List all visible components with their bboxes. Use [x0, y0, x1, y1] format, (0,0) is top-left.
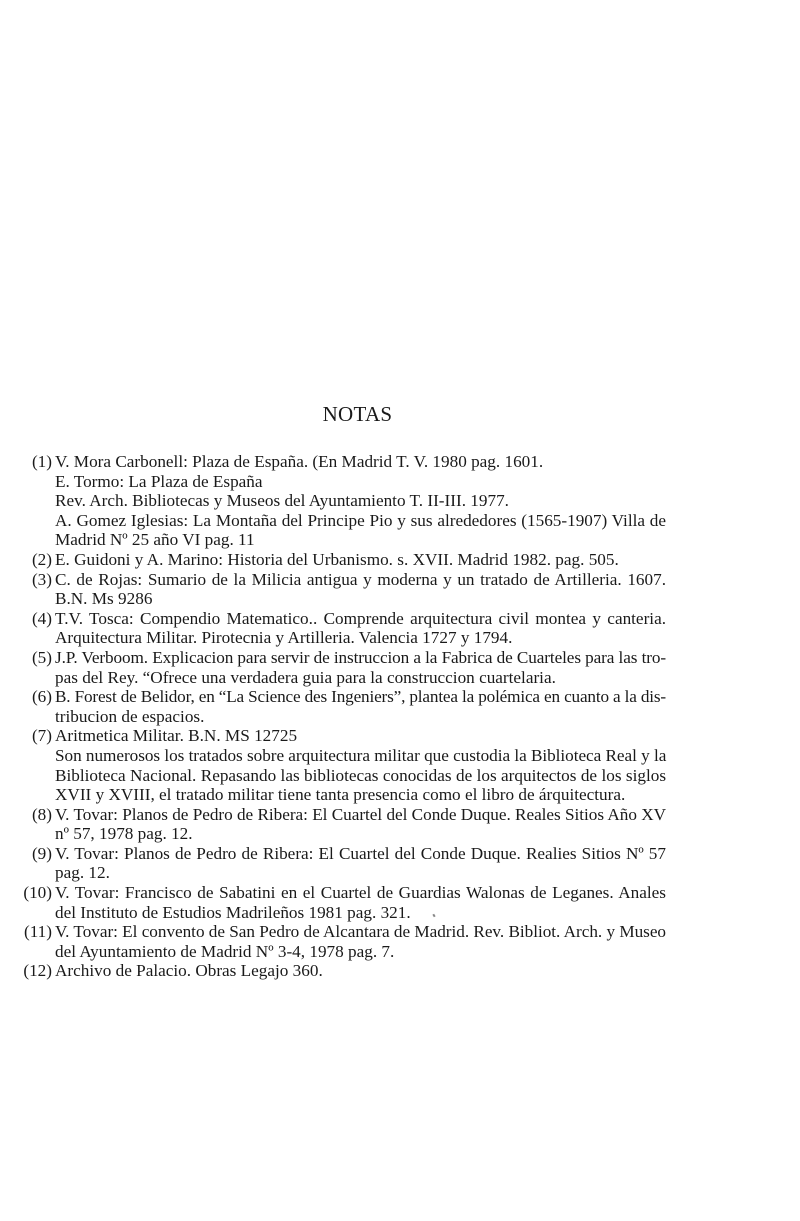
- note-line: V. Tovar: Francisco de Sabatini en el Cuartel de Guardias Walonas de Leganes. Anales: [55, 883, 666, 903]
- note-item: [14, 922, 666, 961]
- note-number: (5): [31, 647, 52, 667]
- note-line: V. Tovar: El convento de San Pedro de Alcantara de Madrid. Rev. Bibliot. Arch. y Museo: [55, 922, 666, 942]
- note-line: A. Gomez Iglesias: La Montaña del Principe Pio y sus alrededores (1565-1907) Villa de: [55, 510, 666, 530]
- note-item: [14, 452, 666, 550]
- note-item: [14, 570, 666, 609]
- note-line: Madrid Nº 25 año VI pag. 11: [55, 530, 255, 550]
- note-number: (9): [31, 843, 52, 863]
- note-item: [14, 550, 666, 570]
- note-item: [14, 648, 666, 687]
- note-line: T.V. Tosca: Compendio Matematico.. Comprende arquitectura civil montea y canteria.: [55, 608, 666, 628]
- note-item: [14, 726, 666, 804]
- note-number: (12): [23, 961, 52, 981]
- note-line: E. Guidoni y A. Marino: Historia del Urbanismo. s. XVII. Madrid 1982. pag. 505.: [55, 549, 619, 569]
- note-number: (6): [31, 687, 52, 707]
- note-line: nº 57, 1978 pag. 12.: [55, 824, 193, 844]
- note-item: [14, 805, 666, 844]
- note-number: (10): [23, 883, 52, 903]
- note-number: (7): [31, 726, 52, 746]
- note-line: V. Tovar: Planos de Pedro de Ribera: El Cuartel del Conde Duque. Realies Sitios Nº 57: [55, 843, 666, 863]
- note-item: [14, 687, 666, 726]
- note-line: C. de Rojas: Sumario de la Milicia antigua y moderna y un tratado de Artilleria. 1607.: [55, 569, 666, 589]
- note-line: del Instituto de Estudios Madrileños 1981 pag. 321.: [55, 902, 411, 922]
- note-line: B.N. Ms 9286: [55, 589, 153, 609]
- notes-list: [14, 452, 666, 981]
- note-line: Biblioteca Nacional. Repasando las bibliotecas conocidas de los arquitectos de los siglos: [55, 765, 667, 785]
- note-line: B. Forest de Belidor, en “La Science des Ingeniers”, plantea la polémica en cuanto a la dis-: [55, 687, 666, 707]
- note-line: E. Tormo: La Plaza de España: [55, 471, 263, 491]
- note-number: (3): [31, 569, 52, 589]
- note-line: Arquitectura Militar. Pirotecnia y Artilleria. Valencia 1727 y 1794.: [55, 628, 513, 648]
- note-line: V. Mora Carbonell: Plaza de España. (En Madrid T. V. 1980 pag. 1601.: [55, 452, 544, 471]
- note-number: (1): [31, 452, 52, 471]
- note-line: tribucion de espacios.: [55, 706, 205, 726]
- note-line: del Ayuntamiento de Madrid Nº 3-4, 1978 pag. 7.: [55, 941, 395, 961]
- note-item: [14, 844, 666, 883]
- note-line: XVII y XVIII, el tratado militar tiene tanta presencia como el libro de árquitectura.: [55, 785, 626, 805]
- note-line: Archivo de Palacio. Obras Legajo 360.: [55, 961, 323, 981]
- note-number: (8): [31, 804, 52, 824]
- note-line: pas del Rey. “Ofrece una verdadera guia para la construccion cuartelaria.: [55, 667, 556, 687]
- note-item: [14, 961, 666, 981]
- note-line: J.P. Verboom. Explicacion para servir de instruccion a la Fabrica de Cuarteles para las tro-: [55, 647, 666, 667]
- note-number: (2): [31, 549, 52, 569]
- note-line: Rev. Arch. Bibliotecas y Museos del Ayuntamiento T. II-III. 1977.: [55, 491, 509, 511]
- note-item: [14, 609, 666, 648]
- page-title: NOTAS: [322, 402, 393, 426]
- note-number: (4): [31, 608, 52, 628]
- note-number: (11): [24, 922, 52, 942]
- note-line: Aritmetica Militar. B.N. MS 12725: [55, 726, 298, 746]
- note-line: Son numerosos los tratados sobre arquitectura militar que custodia la Biblioteca Real y la: [55, 745, 667, 765]
- note-line: pag. 12.: [55, 863, 110, 883]
- note-line: V. Tovar: Planos de Pedro de Ribera: El Cuartel del Conde Duque. Reales Sitios Año XV: [55, 804, 666, 824]
- note-item: [14, 883, 666, 922]
